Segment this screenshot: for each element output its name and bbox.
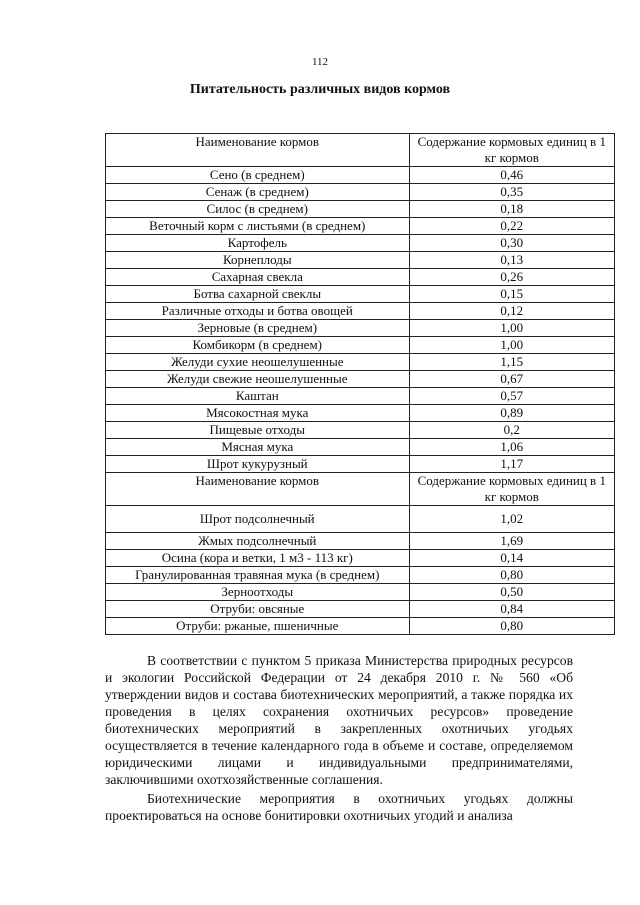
feed-value-cell: 0,14 bbox=[409, 550, 614, 567]
table-row bbox=[106, 218, 615, 235]
feed-value-cell: 1,02 bbox=[409, 506, 614, 533]
feed-value-cell: 1,00 bbox=[409, 320, 614, 337]
feed-value-cell: 0,80 bbox=[409, 618, 614, 635]
header-feed-name: Наименование кормов bbox=[106, 473, 410, 506]
table-row bbox=[106, 550, 615, 567]
table-row bbox=[106, 506, 615, 533]
feed-name-cell: Жмых подсолнечный bbox=[106, 533, 410, 550]
feed-value-cell: 0,89 bbox=[409, 405, 614, 422]
table-header-row bbox=[106, 134, 615, 167]
feed-name-cell: Желуди свежие неошелушенные bbox=[106, 371, 410, 388]
table-row bbox=[106, 320, 615, 337]
feed-name-cell: Зерноотходы bbox=[106, 584, 410, 601]
table-row bbox=[106, 184, 615, 201]
feed-name-cell: Сахарная свекла bbox=[106, 269, 410, 286]
feed-value-cell: 0,26 bbox=[409, 269, 614, 286]
feed-value-cell: 1,69 bbox=[409, 533, 614, 550]
feed-name-cell: Ботва сахарной свеклы bbox=[106, 286, 410, 303]
feed-name-cell: Мясная мука bbox=[106, 439, 410, 456]
table-row bbox=[106, 252, 615, 269]
table-row bbox=[106, 618, 615, 635]
feed-value-cell: 0,13 bbox=[409, 252, 614, 269]
feed-name-cell: Гранулированная травяная мука (в среднем) bbox=[106, 567, 410, 584]
feed-name-cell: Желуди сухие неошелушенные bbox=[106, 354, 410, 371]
feed-value-cell: 0,30 bbox=[409, 235, 614, 252]
table-header-row-repeat bbox=[106, 473, 615, 506]
feed-name-cell: Зерновые (в среднем) bbox=[106, 320, 410, 337]
feed-nutrition-table bbox=[105, 133, 615, 635]
feed-name-cell: Картофель bbox=[106, 235, 410, 252]
feed-name-cell: Веточный корм с листьями (в среднем) bbox=[106, 218, 410, 235]
feed-name-cell: Отруби: ржаные, пшеничные bbox=[106, 618, 410, 635]
feed-name-cell: Сено (в среднем) bbox=[106, 167, 410, 184]
table-row bbox=[106, 422, 615, 439]
table-row bbox=[106, 235, 615, 252]
feed-value-cell: 1,15 bbox=[409, 354, 614, 371]
feed-value-cell: 0,80 bbox=[409, 567, 614, 584]
feed-name-cell: Сенаж (в среднем) bbox=[106, 184, 410, 201]
table-row bbox=[106, 388, 615, 405]
table-row bbox=[106, 405, 615, 422]
feed-value-cell: 0,46 bbox=[409, 167, 614, 184]
body-paragraph: В соответствии с пунктом 5 приказа Министерства природных ресурсов и экологии Российской Федерации от 24 декабря 2010 г. № 560 «Об утверждении видов и состава биотехнических мероприятий, а также порядка их проведения в целях сохранения охотничьих ресурсов» проведение биотехнических мероприятий в закрепленных охотничьих угодьях осуществляется в течение календарного года в объеме и составе, определяемом юридическими лицами и индивидуальными предпринимателями, заключившими охотхозяйственные соглашения. bbox=[105, 653, 573, 787]
feed-value-cell: 0,12 bbox=[409, 303, 614, 320]
feed-name-cell: Каштан bbox=[106, 388, 410, 405]
feed-value-cell: 1,06 bbox=[409, 439, 614, 456]
table-row bbox=[106, 567, 615, 584]
feed-name-cell: Шрот подсолнечный bbox=[106, 506, 410, 533]
feed-name-cell: Корнеплоды bbox=[106, 252, 410, 269]
feed-value-cell: 0,15 bbox=[409, 286, 614, 303]
feed-value-cell: 0,50 bbox=[409, 584, 614, 601]
table-row bbox=[106, 201, 615, 218]
feed-name-cell: Силос (в среднем) bbox=[106, 201, 410, 218]
table-row bbox=[106, 286, 615, 303]
feed-name-cell: Мясокостная мука bbox=[106, 405, 410, 422]
page-number: 112 bbox=[311, 56, 329, 68]
feed-value-cell: 1,17 bbox=[409, 456, 614, 473]
table-row bbox=[106, 303, 615, 320]
header-feed-units: Содержание кормовых единиц в 1 кг кормов bbox=[409, 134, 614, 167]
body-paragraph: Биотехнические мероприятия в охотничьих угодьях должны проектироваться на основе бонитировки охотничьих угодий и анализа bbox=[105, 791, 573, 823]
feed-name-cell: Отруби: овсяные bbox=[106, 601, 410, 618]
feed-value-cell: 0,84 bbox=[409, 601, 614, 618]
table-row bbox=[106, 354, 615, 371]
feed-value-cell: 0,18 bbox=[409, 201, 614, 218]
feed-name-cell: Комбикорм (в среднем) bbox=[106, 337, 410, 354]
feed-value-cell: 1,00 bbox=[409, 337, 614, 354]
table-row bbox=[106, 337, 615, 354]
feed-name-cell: Пищевые отходы bbox=[106, 422, 410, 439]
document-title: Питательность различных видов кормов bbox=[189, 82, 451, 97]
table-row bbox=[106, 371, 615, 388]
feed-value-cell: 0,57 bbox=[409, 388, 614, 405]
feed-value-cell: 0,2 bbox=[409, 422, 614, 439]
table-row bbox=[106, 584, 615, 601]
feed-value-cell: 0,22 bbox=[409, 218, 614, 235]
table-row bbox=[106, 269, 615, 286]
feed-value-cell: 0,67 bbox=[409, 371, 614, 388]
table-row bbox=[106, 439, 615, 456]
feed-name-cell: Различные отходы и ботва овощей bbox=[106, 303, 410, 320]
feed-value-cell: 0,35 bbox=[409, 184, 614, 201]
feed-name-cell: Шрот кукурузный bbox=[106, 456, 410, 473]
table-row bbox=[106, 601, 615, 618]
table-row bbox=[106, 167, 615, 184]
table-row bbox=[106, 456, 615, 473]
header-feed-units: Содержание кормовых единиц в 1 кг кормов bbox=[409, 473, 614, 506]
table-row bbox=[106, 533, 615, 550]
feed-name-cell: Осина (кора и ветки, 1 м3 - 113 кг) bbox=[106, 550, 410, 567]
header-feed-name: Наименование кормов bbox=[106, 134, 410, 167]
